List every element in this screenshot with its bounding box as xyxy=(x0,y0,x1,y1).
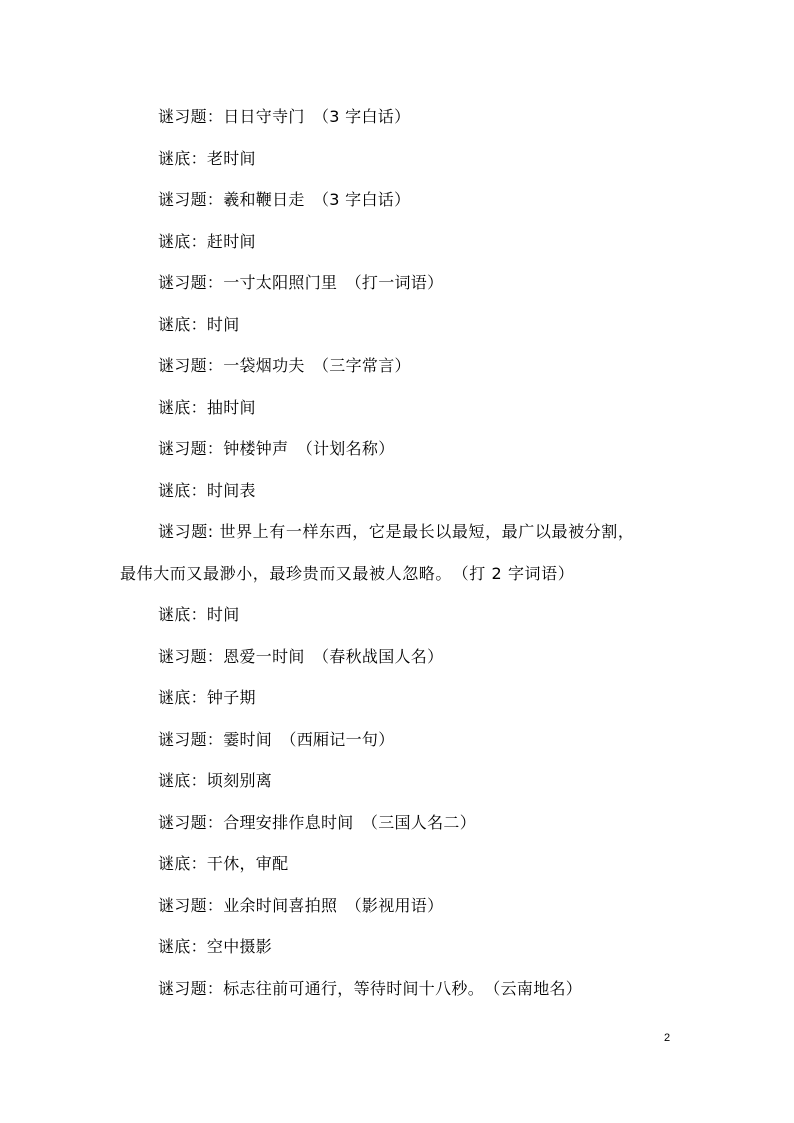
riddle-answer: 谜底：时间 xyxy=(158,314,240,334)
riddle-answer: 谜底：顷刻别离 xyxy=(158,771,273,790)
riddle-list xyxy=(0,103,794,1016)
riddle-answer: 谜底：空中摄影 xyxy=(158,937,273,956)
riddle-question-paragraph xyxy=(0,518,794,601)
riddle-answer: 谜底：赶时间 xyxy=(158,231,256,251)
riddle-question: 谜习题：标志往前可通行，等待时间十八秒。 （云南地名） xyxy=(158,978,583,998)
riddle-question: 谜习题：合理安排作息时间 （三国人名二） xyxy=(158,812,477,832)
paragraph-line-1: 谜习题: 世界上有一样东西，它是最长以最短，最广以最被分割， xyxy=(158,522,635,541)
riddle-question: 谜习题：业余时间喜拍照 （影视用语） xyxy=(158,895,444,915)
page-number: 2 xyxy=(664,1032,671,1044)
riddle-answer: 谜底：老时间 xyxy=(158,148,256,168)
riddle-question: 谜习题：恩爱一时间 （春秋战国人名） xyxy=(158,646,444,666)
paragraph-line-2: 最伟大而又最渺小，最珍贵而又最被人忽略。 （打 2 字词语） xyxy=(120,563,575,583)
riddle-answer: 谜底：抽时间 xyxy=(158,397,256,417)
riddle-answer: 谜底：钟子期 xyxy=(158,688,256,707)
riddle-answer: 谜底：干休，审配 xyxy=(158,854,289,873)
riddle-question: 谜习题：钟楼钟声 （计划名称） xyxy=(158,439,395,458)
riddle-question: 谜习题：日日守寺门 （3 字白话） xyxy=(158,107,411,126)
riddle-question: 谜习题：霎时间 （西厢记一句） xyxy=(158,729,395,749)
riddle-question: 谜习题：一袋烟功夫 （三字常言） xyxy=(158,356,411,375)
riddle-answer: 谜底：时间 xyxy=(158,605,240,624)
riddle-answer: 谜底：时间表 xyxy=(158,480,256,500)
riddle-question: 谜习题：羲和鞭日走 （3 字白话） xyxy=(158,190,411,209)
riddle-question: 谜习题：一寸太阳照门里 （打一词语） xyxy=(158,273,444,292)
